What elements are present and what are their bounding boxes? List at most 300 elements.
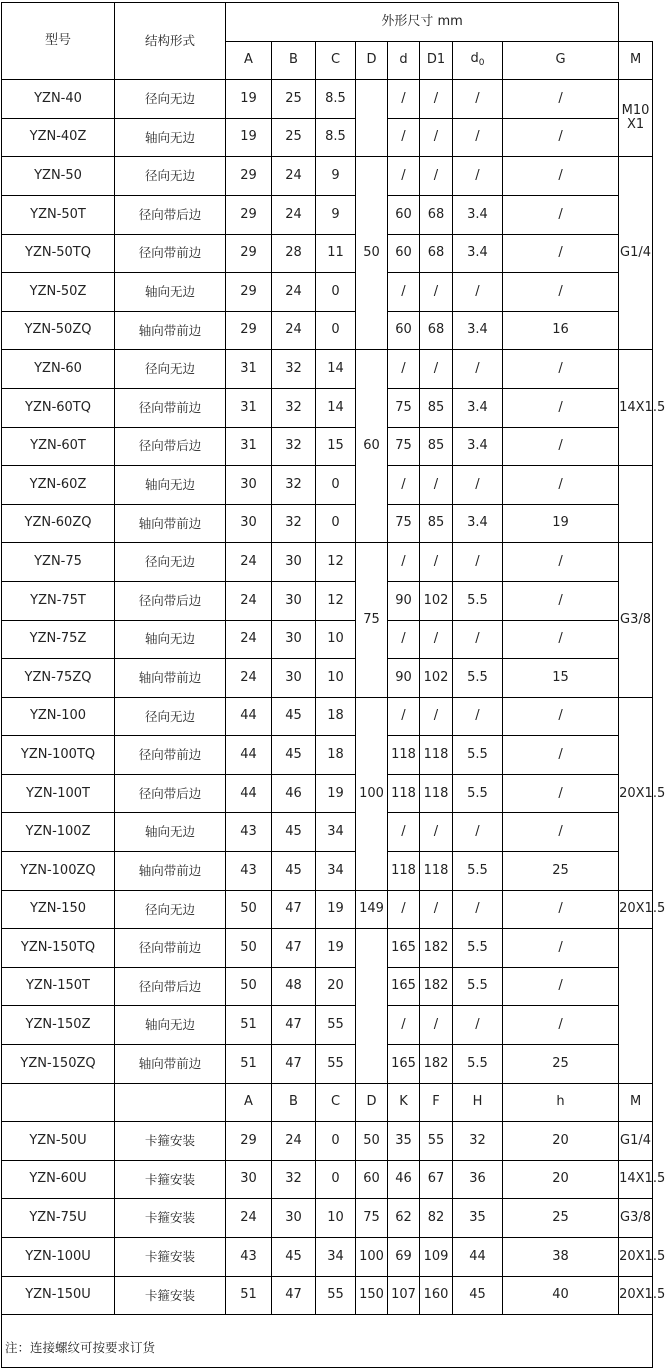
cell-B: 46 — [272, 774, 316, 813]
cell-d: / — [388, 620, 420, 659]
cell-G: 25 — [503, 852, 619, 891]
cell-G: 15 — [503, 659, 619, 698]
cell-model: YZN-60 — [2, 350, 115, 389]
cell-d: 118 — [388, 852, 420, 891]
cell-model: YZN-60TQ — [2, 388, 115, 427]
cell-d0: 5.5 — [453, 774, 503, 813]
table-row — [2, 466, 653, 505]
cell-type: 径向无边 — [115, 157, 226, 196]
table-row-u — [2, 1122, 653, 1161]
cell-d: 90 — [388, 581, 420, 620]
cell-u-model: YZN-150U — [2, 1276, 115, 1315]
cell-type: 轴向无边 — [115, 620, 226, 659]
cell-B: 24 — [272, 195, 316, 234]
cell-u-C: 0 — [316, 1122, 356, 1161]
cell-A: 19 — [226, 118, 272, 157]
merged-M-75: G3/8 — [619, 543, 653, 697]
cell-G: / — [503, 80, 619, 119]
cell-D1: 102 — [420, 659, 453, 698]
header-u-col-F: F — [420, 1083, 453, 1122]
cell-d0: / — [453, 273, 503, 312]
cell-type: 径向无边 — [115, 80, 226, 119]
table-row — [2, 736, 653, 775]
cell-d: / — [388, 157, 420, 196]
table-row — [2, 157, 653, 196]
cell-G: / — [503, 581, 619, 620]
header-row-u — [2, 1083, 653, 1122]
cell-type: 轴向无边 — [115, 466, 226, 505]
cell-A: 50 — [226, 890, 272, 929]
cell-G: / — [503, 466, 619, 505]
cell-D1: 182 — [420, 967, 453, 1006]
cell-d0: / — [453, 466, 503, 505]
header-u-col-M: M — [619, 1083, 653, 1122]
cell-model: YZN-150 — [2, 890, 115, 929]
cell-A: 51 — [226, 1045, 272, 1084]
cell-B: 25 — [272, 80, 316, 119]
cell-G: / — [503, 350, 619, 389]
cell-D1: 68 — [420, 195, 453, 234]
cell-d: 75 — [388, 504, 420, 543]
table-row — [2, 504, 653, 543]
cell-G: / — [503, 697, 619, 736]
cell-d0: / — [453, 543, 503, 582]
cell-D1: 85 — [420, 388, 453, 427]
cell-D1: 182 — [420, 1045, 453, 1084]
cell-u-B: 45 — [272, 1238, 316, 1277]
cell-model: YZN-100TQ — [2, 736, 115, 775]
cell-type: 径向无边 — [115, 350, 226, 389]
cell-G: / — [503, 929, 619, 968]
cell-d: / — [388, 80, 420, 119]
cell-C: 9 — [316, 195, 356, 234]
cell-d: 165 — [388, 1045, 420, 1084]
table-row — [2, 543, 653, 582]
table-row — [2, 80, 653, 119]
cell-model: YZN-50 — [2, 157, 115, 196]
cell-A: 31 — [226, 350, 272, 389]
table-row-u — [2, 1276, 653, 1315]
cell-u-B: 32 — [272, 1160, 316, 1199]
merged-D-75: 75 — [356, 543, 388, 697]
table-row — [2, 967, 653, 1006]
cell-u-M: 20X1.5 — [619, 1276, 653, 1315]
cell-C: 0 — [316, 466, 356, 505]
cell-u-K: 46 — [388, 1160, 420, 1199]
cell-G: / — [503, 543, 619, 582]
table-row — [2, 427, 653, 466]
table-row — [2, 195, 653, 234]
cell-C: 19 — [316, 774, 356, 813]
cell-A: 50 — [226, 967, 272, 1006]
spec-table — [1, 2, 665, 1368]
table-row — [2, 581, 653, 620]
table-body — [2, 3, 665, 1368]
cell-G: / — [503, 1006, 619, 1045]
cell-u-A: 29 — [226, 1122, 272, 1161]
cell-u-F: 55 — [420, 1122, 453, 1161]
header-u-col-D: D — [356, 1083, 388, 1122]
cell-d: 165 — [388, 967, 420, 1006]
cell-C: 19 — [316, 890, 356, 929]
header-col-C: C — [316, 41, 356, 80]
cell-D1: 68 — [420, 234, 453, 273]
cell-G: / — [503, 813, 619, 852]
cell-model: YZN-60Z — [2, 466, 115, 505]
cell-d: / — [388, 466, 420, 505]
header-dimensions: 外形尺寸 mm — [226, 3, 619, 42]
cell-D1: / — [420, 273, 453, 312]
header-col-A: A — [226, 41, 272, 80]
cell-C: 55 — [316, 1045, 356, 1084]
header-u-col-B: B — [272, 1083, 316, 1122]
cell-d0: 3.4 — [453, 388, 503, 427]
cell-u-M: 20X1.5 — [619, 1238, 653, 1277]
cell-d0: / — [453, 118, 503, 157]
cell-d: 60 — [388, 234, 420, 273]
cell-d: 118 — [388, 736, 420, 775]
cell-u-D: 75 — [356, 1199, 388, 1238]
cell-d: / — [388, 273, 420, 312]
cell-model: YZN-100Z — [2, 813, 115, 852]
cell-d: 118 — [388, 774, 420, 813]
cell-type: 轴向无边 — [115, 118, 226, 157]
cell-d0: 3.4 — [453, 311, 503, 350]
merged-D-100: 100 — [356, 697, 388, 890]
cell-u-model: YZN-60U — [2, 1160, 115, 1199]
merged-M-150-empty — [619, 929, 653, 1083]
cell-type: 轴向带前边 — [115, 504, 226, 543]
cell-u-H: 32 — [453, 1122, 503, 1161]
cell-B: 32 — [272, 466, 316, 505]
cell-D1: / — [420, 620, 453, 659]
table-row — [2, 659, 653, 698]
cell-u-model: YZN-75U — [2, 1199, 115, 1238]
header-u-col-K: K — [388, 1083, 420, 1122]
cell-model: YZN-40Z — [2, 118, 115, 157]
cell-G: / — [503, 774, 619, 813]
cell-B: 47 — [272, 1045, 316, 1084]
cell-d0: 5.5 — [453, 967, 503, 1006]
merged-M-50: G1/4 — [619, 157, 653, 350]
cell-C: 20 — [316, 967, 356, 1006]
header-col-B: B — [272, 41, 316, 80]
cell-type: 轴向带前边 — [115, 311, 226, 350]
cell-u-A: 51 — [226, 1276, 272, 1315]
table-row — [2, 1045, 653, 1084]
cell-C: 34 — [316, 852, 356, 891]
table-row — [2, 697, 653, 736]
cell-D1: 102 — [420, 581, 453, 620]
cell-D1: / — [420, 157, 453, 196]
cell-u-type: 卡箍安装 — [115, 1199, 226, 1238]
cell-D1: 118 — [420, 774, 453, 813]
cell-d0: / — [453, 813, 503, 852]
cell-u-F: 67 — [420, 1160, 453, 1199]
table-row — [2, 929, 653, 968]
cell-A: 44 — [226, 736, 272, 775]
cell-model: YZN-75T — [2, 581, 115, 620]
cell-A: 29 — [226, 234, 272, 273]
header-u-model — [2, 1083, 115, 1122]
cell-C: 19 — [316, 929, 356, 968]
table-row — [2, 890, 653, 929]
cell-A: 44 — [226, 774, 272, 813]
cell-A: 24 — [226, 659, 272, 698]
cell-d: / — [388, 697, 420, 736]
cell-C: 0 — [316, 504, 356, 543]
table-row — [2, 1006, 653, 1045]
cell-C: 0 — [316, 311, 356, 350]
cell-u-C: 34 — [316, 1238, 356, 1277]
header-u-col-H: H — [453, 1083, 503, 1122]
cell-C: 0 — [316, 273, 356, 312]
cell-C: 14 — [316, 350, 356, 389]
cell-d: 60 — [388, 311, 420, 350]
cell-d: 75 — [388, 427, 420, 466]
cell-C: 10 — [316, 659, 356, 698]
cell-u-h: 38 — [503, 1238, 619, 1277]
table-row-u — [2, 1160, 653, 1199]
cell-u-h: 25 — [503, 1199, 619, 1238]
cell-type: 径向带前边 — [115, 736, 226, 775]
header-u-col-h: h — [503, 1083, 619, 1122]
cell-u-H: 35 — [453, 1199, 503, 1238]
cell-D1: / — [420, 697, 453, 736]
cell-D1: / — [420, 1006, 453, 1045]
cell-model: YZN-75Z — [2, 620, 115, 659]
cell-A: 31 — [226, 388, 272, 427]
header-u-col-C: C — [316, 1083, 356, 1122]
table-row — [2, 813, 653, 852]
cell-C: 8.5 — [316, 118, 356, 157]
cell-u-M: G1/4 — [619, 1122, 653, 1161]
header-structure: 结构形式 — [115, 3, 226, 80]
table-row — [2, 118, 653, 157]
cell-model: YZN-100T — [2, 774, 115, 813]
cell-type: 径向带后边 — [115, 967, 226, 1006]
cell-d: 90 — [388, 659, 420, 698]
cell-model: YZN-60T — [2, 427, 115, 466]
cell-A: 19 — [226, 80, 272, 119]
merged-M-100: 20X1.5 — [619, 697, 653, 890]
cell-C: 9 — [316, 157, 356, 196]
cell-u-h: 40 — [503, 1276, 619, 1315]
cell-A: 30 — [226, 466, 272, 505]
cell-type: 轴向无边 — [115, 813, 226, 852]
header-col-d0-sub: 0 — [478, 57, 485, 68]
cell-D1: / — [420, 466, 453, 505]
cell-G: / — [503, 967, 619, 1006]
cell-G: / — [503, 890, 619, 929]
header-col-G: G — [503, 41, 619, 80]
cell-B: 25 — [272, 118, 316, 157]
cell-d: 165 — [388, 929, 420, 968]
cell-d0: 3.4 — [453, 234, 503, 273]
cell-G: / — [503, 195, 619, 234]
cell-D1: 182 — [420, 929, 453, 968]
cell-type: 轴向无边 — [115, 273, 226, 312]
cell-D1: / — [420, 813, 453, 852]
cell-d0: / — [453, 890, 503, 929]
cell-u-C: 0 — [316, 1160, 356, 1199]
cell-B: 32 — [272, 388, 316, 427]
table-row — [2, 234, 653, 273]
cell-C: 15 — [316, 427, 356, 466]
cell-C: 12 — [316, 543, 356, 582]
cell-B: 30 — [272, 620, 316, 659]
cell-C: 12 — [316, 581, 356, 620]
cell-u-C: 55 — [316, 1276, 356, 1315]
cell-B: 32 — [272, 350, 316, 389]
cell-C: 8.5 — [316, 80, 356, 119]
cell-type: 轴向带前边 — [115, 852, 226, 891]
cell-u-D: 100 — [356, 1238, 388, 1277]
cell-A: 50 — [226, 929, 272, 968]
cell-A: 24 — [226, 620, 272, 659]
cell-D-149: 149 — [356, 890, 388, 929]
cell-d0: 5.5 — [453, 929, 503, 968]
cell-model: YZN-50Z — [2, 273, 115, 312]
cell-d0: 5.5 — [453, 659, 503, 698]
cell-model: YZN-60ZQ — [2, 504, 115, 543]
cell-u-F: 82 — [420, 1199, 453, 1238]
cell-d0: 5.5 — [453, 1045, 503, 1084]
cell-u-model: YZN-100U — [2, 1238, 115, 1277]
table-row — [2, 273, 653, 312]
cell-B: 45 — [272, 852, 316, 891]
header-col-d0-main: d — [470, 50, 479, 66]
cell-d0: / — [453, 80, 503, 119]
cell-A: 43 — [226, 852, 272, 891]
cell-u-h: 20 — [503, 1122, 619, 1161]
cell-u-B: 24 — [272, 1122, 316, 1161]
merged-M-60: 14X1.5 — [619, 350, 653, 466]
cell-u-D: 50 — [356, 1122, 388, 1161]
cell-A: 24 — [226, 543, 272, 582]
cell-G: / — [503, 273, 619, 312]
table-row — [2, 388, 653, 427]
cell-d0: / — [453, 620, 503, 659]
cell-d0: 3.4 — [453, 195, 503, 234]
cell-B: 30 — [272, 659, 316, 698]
cell-C: 34 — [316, 813, 356, 852]
cell-d0: / — [453, 157, 503, 196]
cell-d: / — [388, 1006, 420, 1045]
cell-A: 44 — [226, 697, 272, 736]
cell-C: 55 — [316, 1006, 356, 1045]
cell-B: 45 — [272, 697, 316, 736]
cell-D1: 118 — [420, 736, 453, 775]
cell-u-model: YZN-50U — [2, 1122, 115, 1161]
header-col-M: M — [619, 41, 653, 80]
cell-B: 45 — [272, 736, 316, 775]
cell-model: YZN-75 — [2, 543, 115, 582]
cell-d0: 3.4 — [453, 504, 503, 543]
cell-d0: 5.5 — [453, 852, 503, 891]
cell-u-type: 卡箍安装 — [115, 1276, 226, 1315]
cell-A: 29 — [226, 273, 272, 312]
cell-G: / — [503, 118, 619, 157]
cell-G: / — [503, 157, 619, 196]
cell-D1: / — [420, 890, 453, 929]
cell-type: 轴向带前边 — [115, 659, 226, 698]
table-row-u — [2, 1199, 653, 1238]
cell-G: 25 — [503, 1045, 619, 1084]
cell-C: 14 — [316, 388, 356, 427]
cell-G: 19 — [503, 504, 619, 543]
table-row — [2, 620, 653, 659]
cell-A: 29 — [226, 311, 272, 350]
cell-C: 18 — [316, 736, 356, 775]
footnote: 注：连接螺纹可按要求订货 — [2, 1315, 653, 1368]
cell-u-type: 卡箍安装 — [115, 1160, 226, 1199]
cell-type: 径向无边 — [115, 697, 226, 736]
cell-d0: 3.4 — [453, 427, 503, 466]
cell-u-K: 107 — [388, 1276, 420, 1315]
header-row-1 — [2, 3, 653, 42]
cell-M-150: 20X1.5 — [619, 890, 653, 929]
cell-d0: / — [453, 350, 503, 389]
cell-u-H: 36 — [453, 1160, 503, 1199]
header-u-col-A: A — [226, 1083, 272, 1122]
cell-G: / — [503, 388, 619, 427]
cell-d: 75 — [388, 388, 420, 427]
cell-D1: / — [420, 118, 453, 157]
cell-u-H: 45 — [453, 1276, 503, 1315]
cell-A: 51 — [226, 1006, 272, 1045]
cell-model: YZN-75ZQ — [2, 659, 115, 698]
cell-C: 11 — [316, 234, 356, 273]
header-col-D1: D1 — [420, 41, 453, 80]
cell-u-A: 24 — [226, 1199, 272, 1238]
cell-A: 30 — [226, 504, 272, 543]
cell-d: 60 — [388, 195, 420, 234]
cell-B: 48 — [272, 967, 316, 1006]
cell-A: 29 — [226, 195, 272, 234]
cell-A: 31 — [226, 427, 272, 466]
cell-type: 径向带前边 — [115, 929, 226, 968]
cell-B: 32 — [272, 427, 316, 466]
cell-D1: 85 — [420, 427, 453, 466]
cell-G: / — [503, 427, 619, 466]
cell-B: 30 — [272, 543, 316, 582]
cell-u-M: G3/8 — [619, 1199, 653, 1238]
cell-G: / — [503, 736, 619, 775]
cell-u-M: 14X1.5 — [619, 1160, 653, 1199]
cell-u-C: 10 — [316, 1199, 356, 1238]
cell-u-D: 150 — [356, 1276, 388, 1315]
cell-model: YZN-40 — [2, 80, 115, 119]
table-row — [2, 311, 653, 350]
note-row — [2, 1315, 653, 1368]
header-col-d0 — [453, 41, 503, 80]
cell-model: YZN-150Z — [2, 1006, 115, 1045]
cell-type: 径向带前边 — [115, 234, 226, 273]
cell-u-F: 160 — [420, 1276, 453, 1315]
cell-u-h: 20 — [503, 1160, 619, 1199]
merged-D-40 — [356, 80, 388, 157]
cell-D1: / — [420, 80, 453, 119]
cell-B: 47 — [272, 929, 316, 968]
cell-u-type: 卡箍安装 — [115, 1238, 226, 1277]
cell-u-A: 30 — [226, 1160, 272, 1199]
cell-u-H: 44 — [453, 1238, 503, 1277]
cell-B: 30 — [272, 581, 316, 620]
cell-model: YZN-150ZQ — [2, 1045, 115, 1084]
cell-B: 24 — [272, 157, 316, 196]
cell-model: YZN-50ZQ — [2, 311, 115, 350]
